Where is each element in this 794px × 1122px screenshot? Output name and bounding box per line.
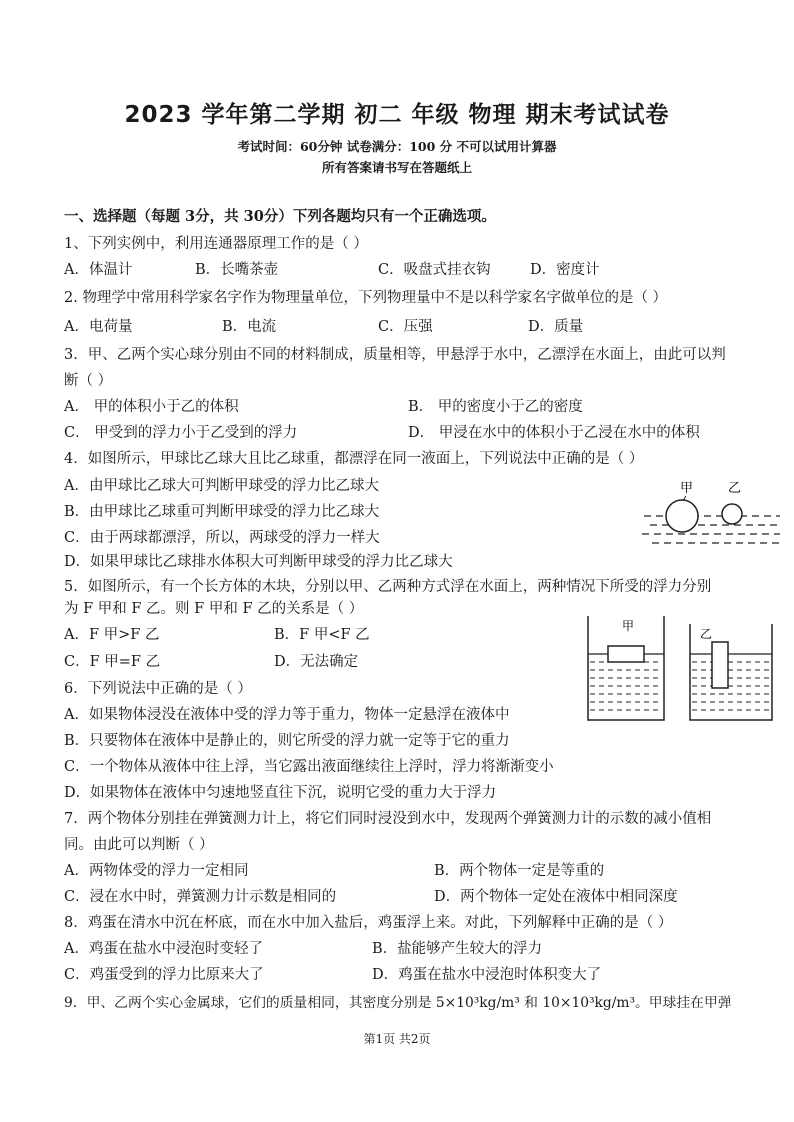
- q3-option-d: D． 甲浸在水中的体积小于乙浸在水中的体积: [408, 425, 700, 441]
- q6-option-b: B．只要物体在液体中是静止的，则它所受的浮力就一定等于它的重力: [64, 733, 510, 749]
- page-footer: 第1页 共2页: [363, 1032, 431, 1046]
- q5-container-yi: [690, 624, 772, 720]
- q1-option-c: C．吸盘式挂衣钩: [378, 262, 491, 278]
- q5-block-horizontal: [608, 646, 644, 662]
- q5-container-jia: [588, 616, 664, 720]
- q2-option-b: B．电流: [222, 319, 277, 335]
- q1-option-a: A．体温计: [64, 262, 133, 278]
- q2-stem: 2. 物理学中常用科学家名字作为物理量单位，下列物理量中不是以科学家名字做单位的是（ ）: [64, 290, 668, 306]
- q7-stem-line1: 7．两个物体分别挂在弹簧测力计上，将它们同时浸没到水中，发现两个弹簧测力计的示数的减小值相: [64, 811, 712, 827]
- q5-wood-block-figure: [582, 612, 782, 722]
- exam-info: 考试时间：60分钟 试卷满分：100 分 不可以试用计算器: [237, 139, 557, 154]
- q4-option-b: B．由甲球比乙球重可判断甲球受的浮力比乙球大: [64, 504, 380, 520]
- q4-option-a: A．由甲球比乙球大可判断甲球受的浮力比乙球大: [64, 478, 379, 494]
- q4-option-d: D．如果甲球比乙球排水体积大可判断甲球受的浮力比乙球大: [64, 554, 453, 570]
- q4-stem: 4．如图所示，甲球比乙球大且比乙球重，都漂浮在同一液面上，下列说法中正确的是（ ）: [64, 451, 644, 467]
- q6-option-d: D．如果物体在液体中匀速地竖直往下沉，说明它受的重力大于浮力: [64, 785, 497, 801]
- q5-stem-line1: 5．如图所示，有一个长方体的木块，分别以甲、乙两种方式浮在水面上，两种情况下所受的浮力分别: [64, 579, 712, 595]
- q8-option-a: A．鸡蛋在盐水中浸泡时变轻了: [64, 941, 263, 957]
- answer-note: 所有答案请书写在答题纸上: [321, 160, 472, 175]
- q6-option-a: A．如果物体浸没在液体中受的浮力等于重力，物体一定悬浮在液体中: [64, 707, 510, 723]
- q5-option-d: D．无法确定: [274, 654, 359, 670]
- q1-stem: 1、下列实例中，利用连通器原理工作的是（ ）: [64, 236, 368, 252]
- q5-option-a: A．F 甲>F 乙: [64, 627, 160, 643]
- q4-label-yi: 乙: [728, 481, 742, 496]
- q5-label-jia: 甲: [622, 619, 635, 633]
- q6-stem: 6．下列说法中正确的是（ ）: [64, 681, 252, 697]
- q2-option-d: D．质量: [528, 319, 584, 335]
- q4-option-c: C．由于两球都漂浮，所以，两球受的浮力一样大: [64, 530, 380, 546]
- q7-option-d: D．两个物体一定处在液体中相同深度: [434, 889, 678, 905]
- q1-option-d: D．密度计: [530, 262, 600, 278]
- q8-option-d: D．鸡蛋在盐水中浸泡时体积变大了: [372, 967, 602, 983]
- q9-stem: 9．甲、乙两个实心金属球，它们的质量相同，其密度分别是 5×10³kg/m³ 和 10×10³kg/m³。甲球挂在甲弹: [64, 995, 732, 1011]
- q2-option-a: A．电荷量: [64, 319, 133, 335]
- q5-block-vertical: [712, 642, 728, 688]
- q5-label-yi: 乙: [700, 627, 713, 641]
- q7-option-b: B．两个物体一定是等重的: [434, 863, 605, 879]
- q6-option-c: C．一个物体从液体中往上浮，当它露出液面继续往上浮时，浮力将渐渐变小: [64, 759, 554, 775]
- q4-floating-balls-figure: [636, 472, 786, 552]
- q3-option-b: B． 甲的密度小于乙的密度: [408, 399, 583, 415]
- q3-stem-line1: 3．甲、乙两个实心球分别由不同的材料制成，质量相等，甲悬浮于水中，乙漂浮在水面上，由此可以判: [64, 347, 726, 363]
- q3-stem-line2: 断（ ）: [64, 373, 113, 389]
- q2-option-c: C．压强: [378, 319, 433, 335]
- q1-option-b: B．长嘴茶壶: [195, 262, 279, 278]
- q3-option-c: C． 甲受到的浮力小于乙受到的浮力: [64, 425, 298, 441]
- q3-option-a: A． 甲的体积小于乙的体积: [64, 399, 239, 415]
- q5-option-b: B．F 甲<F 乙: [274, 627, 370, 643]
- q5-stem-line2: 为 F 甲和 F 乙。则 F 甲和 F 乙的关系是（ ）: [64, 601, 364, 617]
- page-title: 2023 学年第二学期 初二 年级 物理 期末考试试卷: [124, 102, 670, 128]
- q8-option-b: B．盐能够产生较大的浮力: [372, 941, 543, 957]
- q4-ball-yi: [722, 504, 742, 524]
- q8-stem: 8．鸡蛋在清水中沉在杯底，而在水中加入盐后，鸡蛋浮上来。对此，下列解释中正确的是（ ）: [64, 915, 673, 931]
- q5-option-c: C．F 甲=F 乙: [64, 654, 161, 670]
- section-heading: 一、选择题（每题 3分，共 30分）下列各题均只有一个正确选项。: [64, 208, 496, 225]
- q7-stem-line2: 同。由此可以判断（ ）: [64, 837, 214, 853]
- q4-ball-jia: [666, 500, 698, 532]
- q7-option-c: C．浸在水中时，弹簧测力计示数是相同的: [64, 889, 337, 905]
- q4-label-jia: 甲: [680, 481, 694, 496]
- q7-option-a: A．两物体受的浮力一定相同: [64, 863, 249, 879]
- q8-option-c: C．鸡蛋受到的浮力比原来大了: [64, 967, 264, 983]
